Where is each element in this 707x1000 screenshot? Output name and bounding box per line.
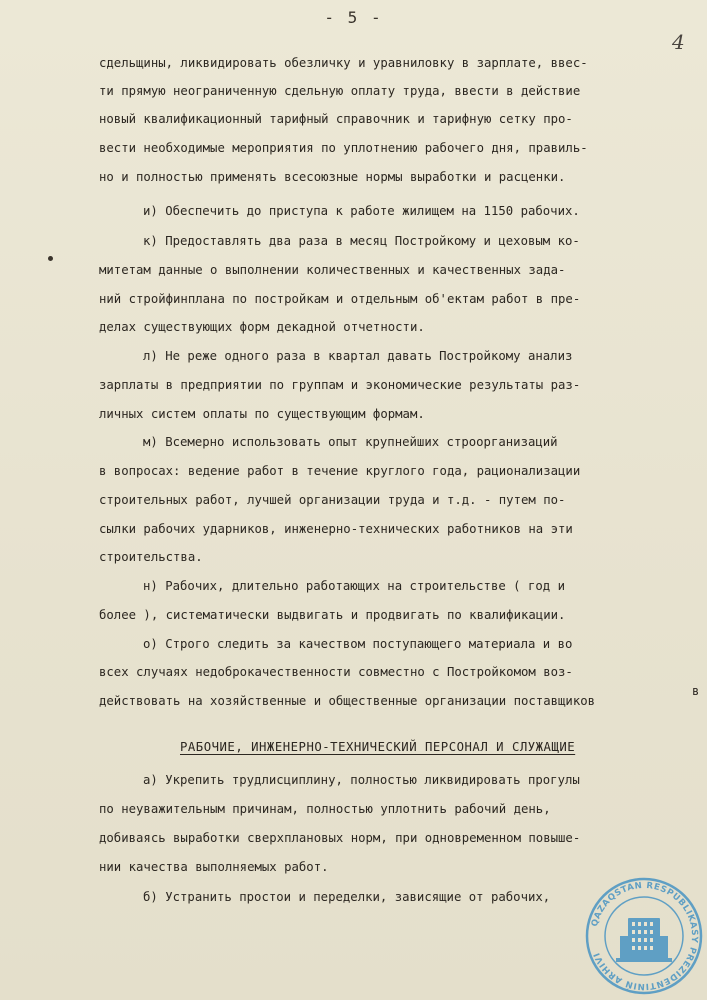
text-line: делах существующих форм декадной отчетности. (99, 320, 425, 334)
building-icon (616, 918, 672, 962)
corner-handwritten-number: 4 (672, 30, 685, 54)
list-item-o: о) Строго следить за качеством поступающего материала и во (143, 637, 573, 651)
page-number: - 5 - (324, 8, 383, 27)
text-line: добиваясь выработки сверхплановых норм, при одновременном повыше- (99, 831, 581, 845)
margin-handwritten-letter: в (692, 684, 700, 698)
margin-dot (48, 256, 53, 261)
text-line: митетам данные о выполнении количественных и качественных зада- (99, 263, 566, 277)
list-item-n: н) Рабочих, длительно работающих на строительстве ( год и (143, 579, 565, 593)
list-item-k: к) Предоставлять два раза в месяц Постройкому и цеховым ко- (143, 234, 580, 248)
text-line: в вопросах: ведение работ в течение круглого года, рационализации (99, 464, 581, 478)
text-line: ний стройфинплана по постройкам и отдельным об'ектам работ в пре- (99, 292, 581, 306)
text-line: более ), систематически выдвигать и продвигать по квалификации. (99, 608, 566, 622)
text-line: действовать на хозяйственные и общественные организации поставщиков (99, 694, 596, 708)
archive-stamp (584, 876, 704, 996)
text-line: сдельщины, ликвидировать обезличку и уравниловку в зарплате, ввес- (99, 56, 588, 70)
text-line: сылки рабочих ударников, инженерно-технических работников на эти (99, 522, 573, 536)
text-line: строительства. (99, 550, 203, 564)
text-line: всех случаях недоброкачественности совместно с Постройкомом воз- (99, 665, 573, 679)
text-line: но и полностью применять всесоюзные нормы выработки и расценки. (99, 170, 566, 184)
text-line: личных систем оплаты по существующим формам. (99, 407, 425, 421)
list-item-b: б) Устранить простои и переделки, зависящие от рабочих, (143, 890, 551, 904)
text-line: зарплаты в предприятии по группам и экономические результаты раз- (99, 378, 581, 392)
text-line: строительных работ, лучшей организации труда и т.д. - путем по- (99, 493, 566, 507)
list-item-i: и) Обеспечить до приступа к работе жилищем на 1150 рабочих. (143, 204, 580, 218)
text-line: нии качества выполняемых работ. (99, 860, 329, 874)
list-item-a: а) Укрепить трудлисциплину, полностью ликвидировать прогулы (143, 773, 580, 787)
text-line: по неуважительным причинам, полностью уплотнить рабочий день, (99, 802, 551, 816)
list-item-l: л) Не реже одного раза в квартал давать Постройкому анализ (143, 349, 573, 363)
text-line: вести необходимые мероприятия по уплотнению рабочего дня, правиль- (99, 141, 588, 155)
section-heading: РАБОЧИЕ, ИНЖЕНЕРНО-ТЕХНИЧЕСКИЙ ПЕРСОНАЛ И СЛУЖАЩИЕ (180, 740, 576, 754)
stamp-circular-text: QAZAQSTAN RESPUBLIKASY PREZIDENTINIŃ ARHIVI (589, 880, 700, 992)
text-line: новый квалификационный тарифный справочник и тарифную сетку про- (99, 112, 573, 126)
text-line: ти прямую неограниченную сдельную оплату труда, ввести в действие (99, 84, 581, 98)
list-item-m: м) Всемерно использовать опыт крупнейших строорганизаций (143, 435, 558, 449)
